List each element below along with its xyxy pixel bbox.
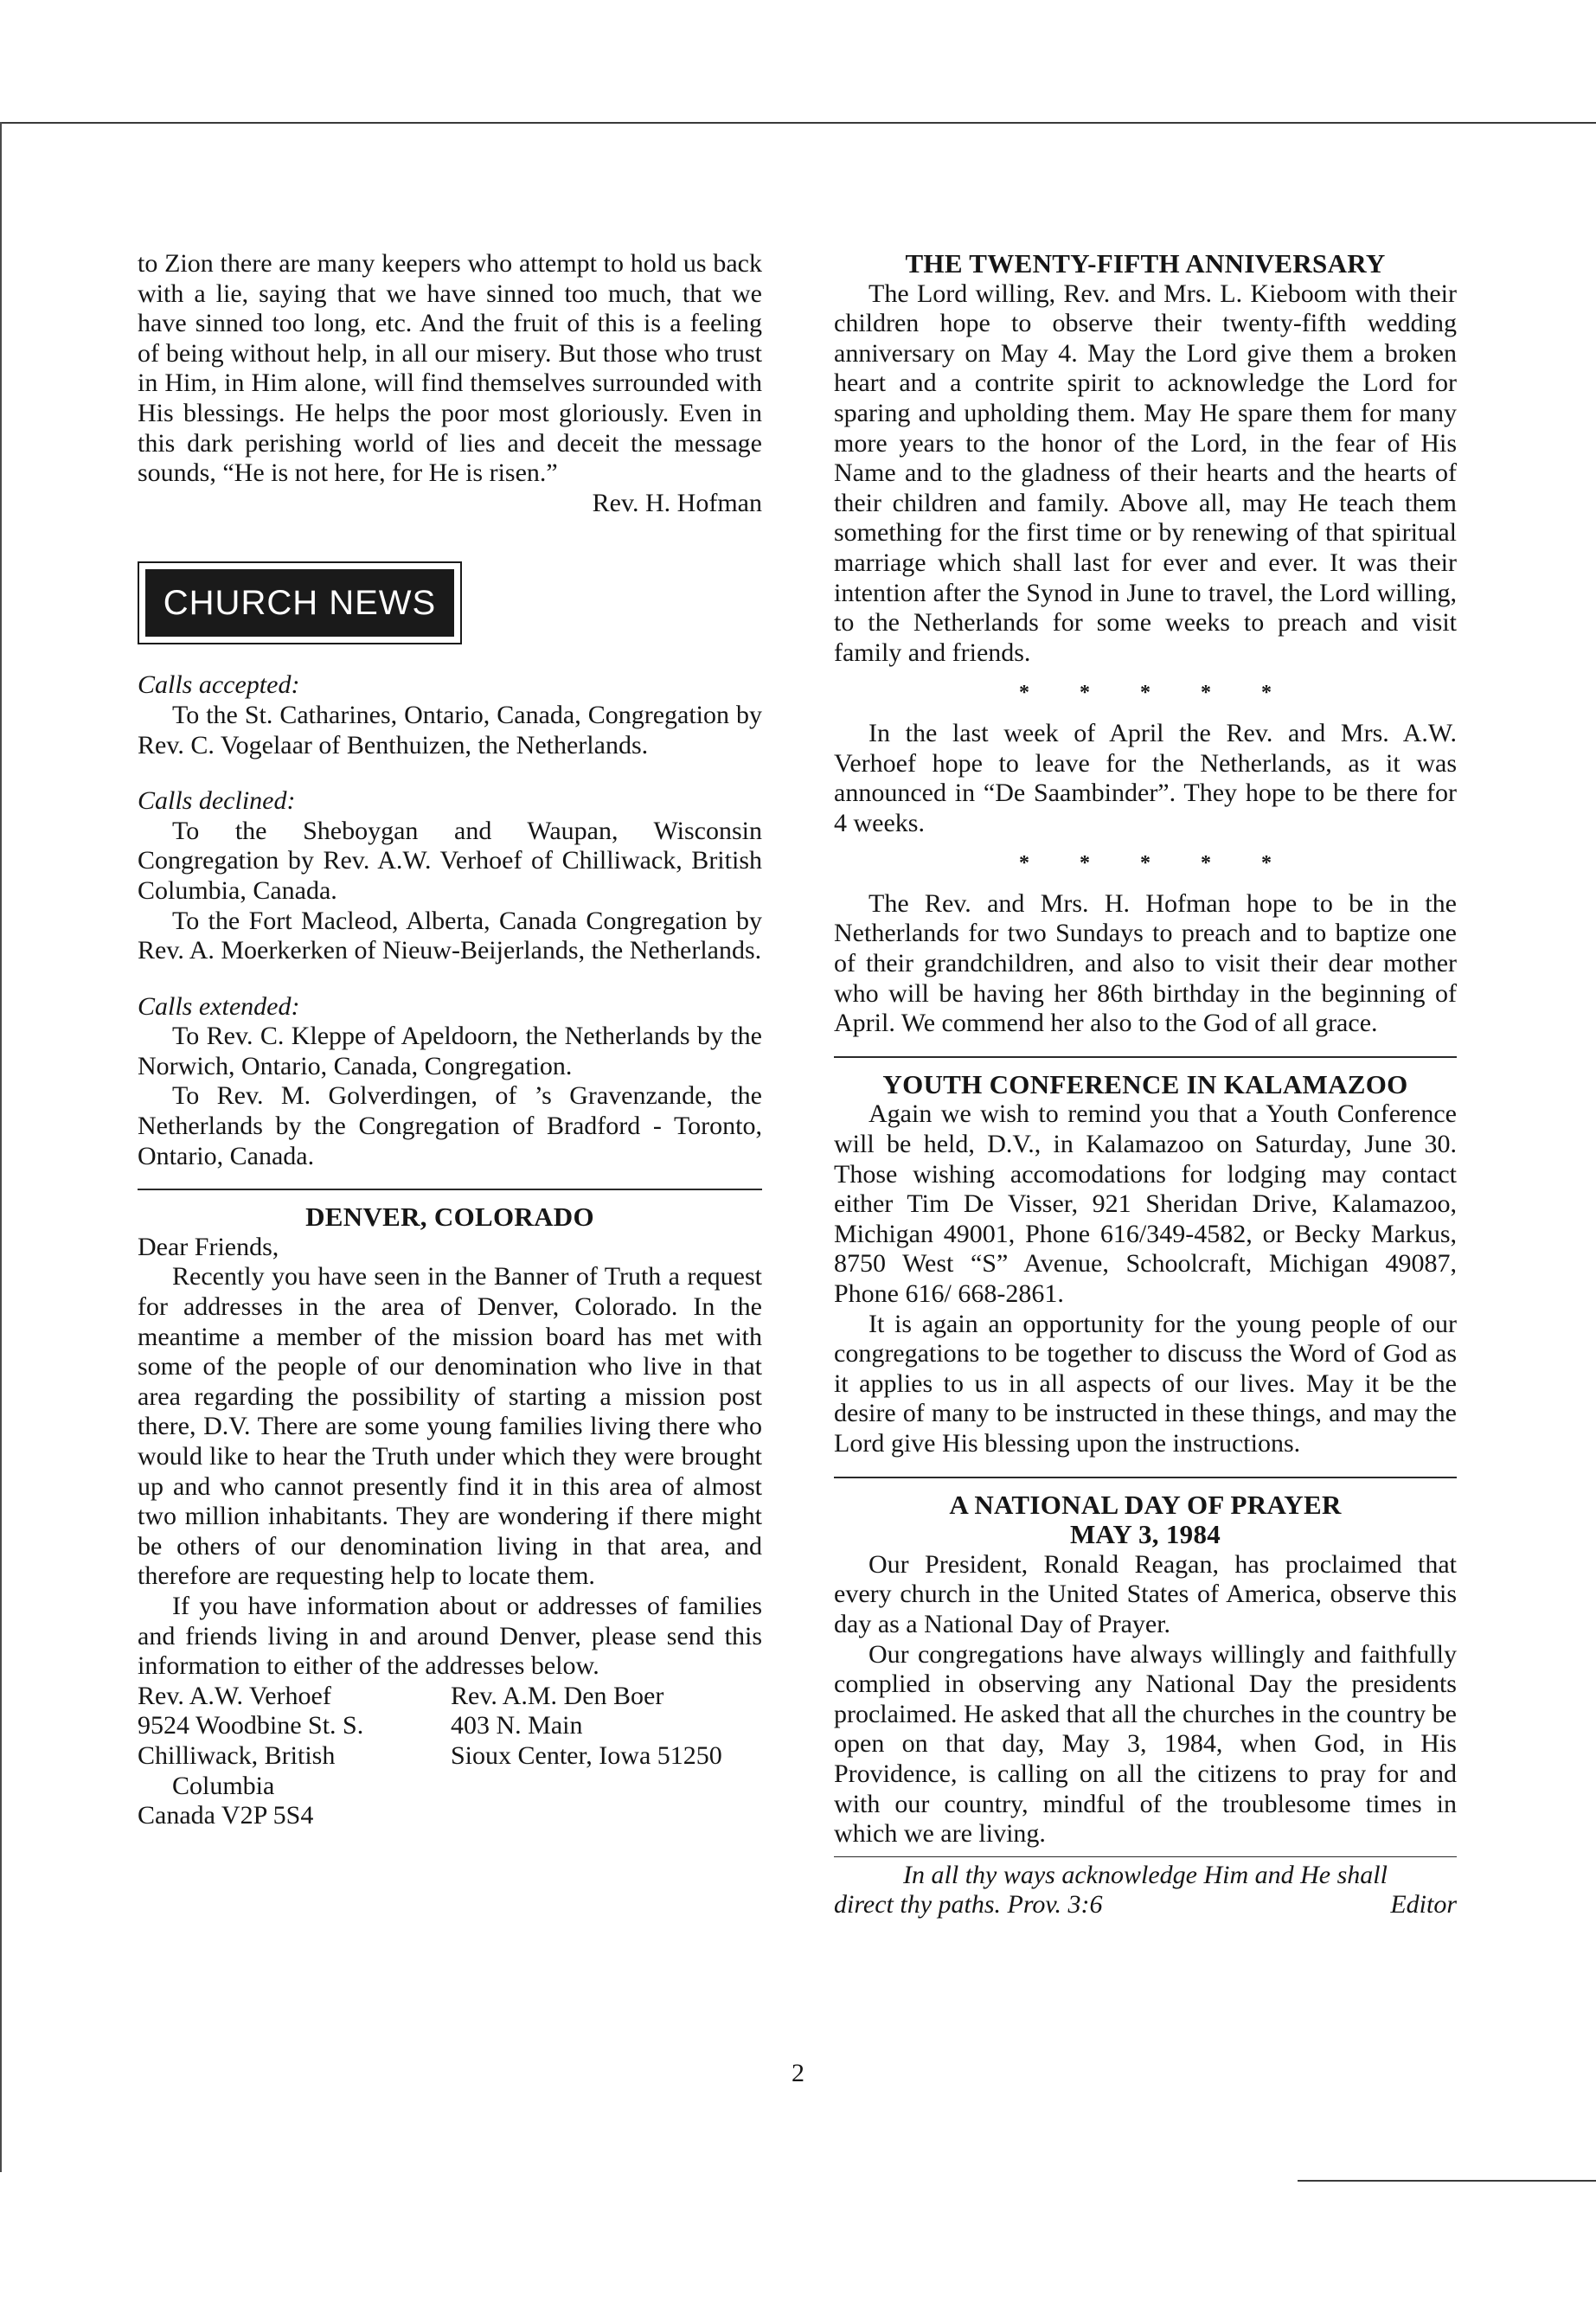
church-news-banner xyxy=(138,561,462,644)
calls-extended-item-2: To Rev. M. Golverdingen, of ’s Gravenzande, the Netherlands by the Congregation of Bradford - Toronto, Ontario, Canada. xyxy=(138,1081,762,1170)
calls-accepted-label: Calls accepted: xyxy=(138,670,300,700)
address-city: Sioux Center, Iowa 51250 xyxy=(451,1740,722,1770)
denver-heading: DENVER, COLORADO xyxy=(305,1202,594,1233)
youth-conference-heading: YOUTH CONFERENCE IN KALAMAZOO xyxy=(882,1068,1408,1099)
calls-extended-label: Calls extended: xyxy=(138,991,300,1021)
address-den-boer xyxy=(451,1682,762,1831)
address-verhoef xyxy=(138,1682,440,1831)
intro-signature: Rev. H. Hofman xyxy=(592,488,762,517)
anniversary-heading: THE TWENTY-FIFTH ANNIVERSARY xyxy=(905,248,1386,279)
calls-declined-label: Calls declined: xyxy=(138,786,296,816)
motto-line-2-row xyxy=(834,1890,1457,1920)
calls-accepted-text: To the St. Catharines, Ontario, Canada, Congregation by Rev. C. Vogelaar of Benthuizen, the Netherlands. xyxy=(138,700,762,760)
intro-paragraph: to Zion there are many keepers who attempt to hold us back with a lie, saying that we have sinned too much, that we have sinned too long, etc. And the fruit of this is a feeling of being without help, in all our misery. But those who trust in Him, in Him alone, will find themselves surrounded with His blessings. He helps the poor most gloriously. Even in this dark perishing world of lies and deceit the message sounds, “He is not here, for He is risen.” xyxy=(138,249,762,488)
calls-declined-item-2: To the Fort Macleod, Alberta, Canada Congregation by Rev. A. Moerkerken of Nieuw-Beijerlands, the Netherlands. xyxy=(138,906,762,965)
motto-divider xyxy=(834,1856,1457,1857)
address-country: Canada V2P 5S4 xyxy=(138,1801,314,1830)
anniversary-text: The Lord willing, Rev. and Mrs. L. Kieboom with their children hope to observe their twenty-fifth wedding anniversary on May 4. May the Lord give them a broken heart and a contrite spirit to acknowledge the Lord for sparing and upholding them. May He spare them for many more years to the honor of the Lord, in the fear of His Name and to the gladness of their hearts and the hearts of their children and family. Above all, may He teach them something for the first time or by renewing of that spiritual marriage which shall last for ever and ever. It was their intention after the Synod in June to travel, the Lord willing, to the Netherlands for some weeks to preach and visit family and friends. xyxy=(834,279,1457,667)
star-separator: * * * * * xyxy=(1019,852,1294,875)
prayer-heading: A NATIONAL DAY OF PRAYER xyxy=(949,1489,1342,1520)
page-number: 2 xyxy=(792,2059,804,2087)
calls-declined-item-1: To the Sheboygan and Waupan, Wisconsin Congregation by Rev. A.W. Verhoef of Chilliwack, British Columbia, Canada. xyxy=(138,816,762,905)
section-divider xyxy=(834,1056,1457,1058)
bottom-border-line xyxy=(1298,2180,1596,2182)
hofman-trip-text: The Rev. and Mrs. H. Hofman hope to be in the Netherlands for two Sundays to preach and to baptize one of their grandchildren, and also to visit their dear mother who will be having her 86th birthday in the beginning of April. We commend her also to the God of all grace. xyxy=(834,888,1457,1038)
right-column xyxy=(834,249,1457,1920)
denver-paragraph-1: Recently you have seen in the Banner of Truth a request for addresses in the area of Denver, Colorado. In the meantime a member of the mission board has met with some of the people of our denomination who live in that area regarding the possibility of starting a mission post there, D.V. There are some young families living there who would like to hear the Truth under which they were brought up and who cannot presently find it in this area of almost two million inhabitants. They are wondering if there might be others of our denomination living in that area, and therefore are requesting help to locate them. xyxy=(138,1262,762,1591)
verhoef-trip-text: In the last week of April the Rev. and Mrs. A.W. Verhoef hope to leave for the Netherlands, as it was announced in “De Saambinder”. They hope to be there for 4 weeks. xyxy=(834,718,1457,837)
motto-line-2: direct thy paths. Prov. 3:6 xyxy=(834,1890,1103,1920)
youth-conference-paragraph-2: It is again an opportunity for the young people of our congregations to be together to discuss the Word of God as it applies to us in all aspects of our lives. May it be the desire of many to be instructed in these things, and may the Lord give His blessing upon the instructions. xyxy=(834,1309,1457,1458)
left-border-line xyxy=(0,122,2,2172)
denver-salutation: Dear Friends, xyxy=(138,1232,279,1261)
section-divider xyxy=(138,1189,762,1190)
top-border-line xyxy=(0,122,1596,124)
address-name: Rev. A.W. Verhoef xyxy=(138,1681,331,1710)
left-column xyxy=(138,249,762,1831)
address-block xyxy=(138,1682,762,1831)
motto-editor: Editor xyxy=(1390,1890,1457,1920)
motto-line-1: In all thy ways acknowledge Him and He shall xyxy=(903,1860,1388,1889)
prayer-paragraph-1: Our President, Ronald Reagan, has proclaimed that every church in the United States of America, observe this day as a National Day of Prayer. xyxy=(834,1549,1457,1638)
prayer-paragraph-2: Our congregations have always willingly and faithfully complied in observing any National Day the presidents proclaimed. He asked that all the churches in the country be open on that day, May 3, 1984, when God, in His Providence, is calling on all the citizens to pray for and with our country, mindful of the troublesome times in which we are living. xyxy=(834,1639,1457,1849)
church-news-label: CHURCH NEWS xyxy=(145,569,454,637)
denver-paragraph-2: If you have information about or addresses of families and friends living in and around Denver, please send this information to either of the addresses below. xyxy=(138,1591,762,1681)
section-divider xyxy=(834,1477,1457,1478)
address-street: 403 N. Main xyxy=(451,1711,583,1740)
star-separator: * * * * * xyxy=(1019,682,1294,705)
prayer-date: MAY 3, 1984 xyxy=(1069,1519,1221,1550)
address-province: Columbia xyxy=(172,1771,275,1800)
address-city: Chilliwack, British xyxy=(138,1740,336,1770)
address-name: Rev. A.M. Den Boer xyxy=(451,1681,664,1710)
calls-extended-item-1: To Rev. C. Kleppe of Apeldoorn, the Netherlands by the Norwich, Ontario, Canada, Congregation. xyxy=(138,1022,762,1080)
youth-conference-paragraph-1: Again we wish to remind you that a Youth Conference will be held, D.V., in Kalamazoo on Saturday, June 30. Those wishing accomodations for lodging may contact either Tim De Visser, 921 Sheridan Drive, Kalamazoo, Michigan 49001, Phone 616/349-4582, or Becky Markus, 8750 West “S” Avenue, Schoolcraft, Michigan 49087, Phone 616/ 668-2861. xyxy=(834,1099,1457,1308)
address-street: 9524 Woodbine St. S. xyxy=(138,1711,364,1740)
